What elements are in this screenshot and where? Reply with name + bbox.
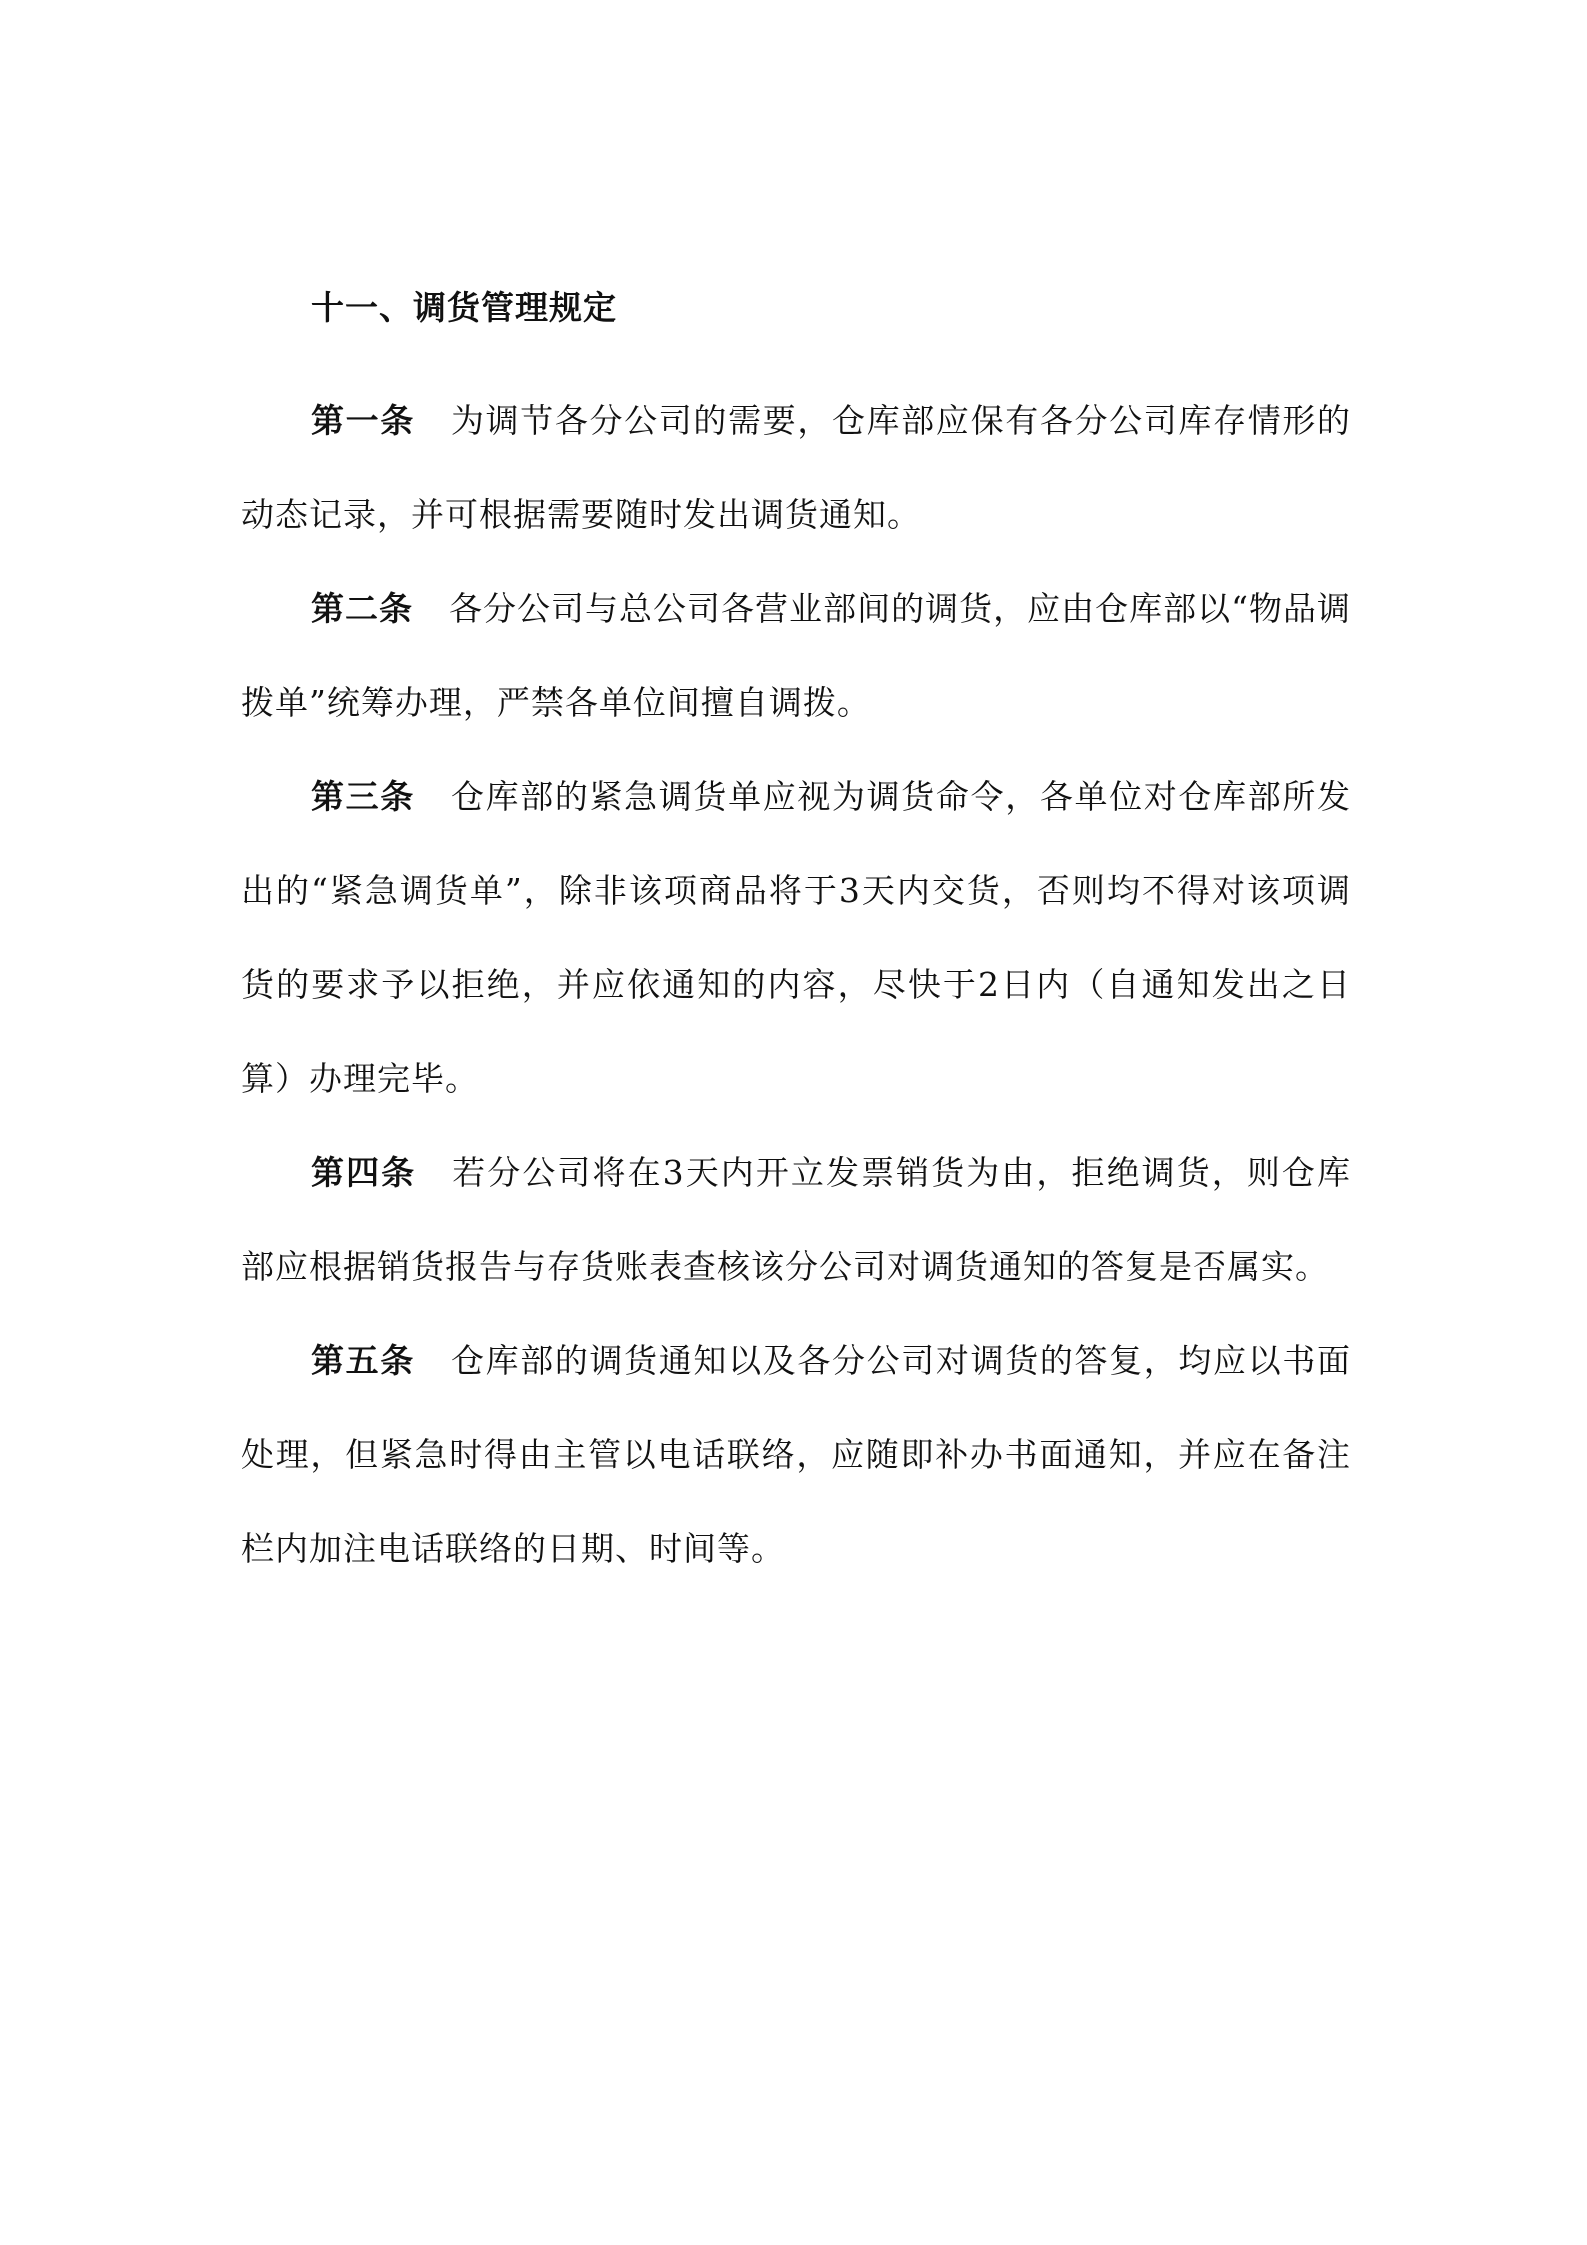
article-4 — [241, 1126, 1351, 1314]
article-5-title: 第五条 — [311, 1341, 415, 1380]
document-page — [241, 280, 1351, 1596]
article-4-title: 第四条 — [311, 1153, 417, 1192]
section-heading: 十一、调货管理规定 — [311, 288, 617, 327]
article-4-text: 若分公司将在3天内开立发票销货为由，拒绝调货，则仓库部应根据销货报告与存货账表查核该分公司对调货通知的答复是否属实。 — [241, 1153, 1352, 1286]
article-5 — [241, 1314, 1351, 1596]
article-2-text: 各分公司与总公司各营业部间的调货，应由仓库部以“物品调拨单”统筹办理，严禁各单位间擅自调拨。 — [241, 589, 1351, 722]
article-2 — [241, 562, 1351, 750]
article-5-text: 仓库部的调货通知以及各分公司对调货的答复，均应以书面处理，但紧急时得由主管以电话联络，应随即补办书面通知，并应在备注栏内加注电话联络的日期、时间等。 — [241, 1341, 1352, 1568]
article-3-text: 仓库部的紧急调货单应视为调货命令，各单位对仓库部所发出的“紧急调货单”，除非该项商品将于3天内交货，否则均不得对该项调货的要求予以拒绝，并应依通知的内容，尽快于2日内（自通知发出之日算）办理完毕。 — [241, 777, 1352, 1098]
article-1 — [241, 374, 1351, 562]
article-1-text: 为调节各分公司的需要，仓库部应保有各分公司库存情形的动态记录，并可根据需要随时发出调货通知。 — [241, 401, 1352, 534]
article-3-title: 第三条 — [311, 777, 415, 816]
article-2-title: 第二条 — [311, 589, 414, 628]
article-1-title: 第一条 — [311, 401, 415, 440]
article-3 — [241, 750, 1351, 1126]
